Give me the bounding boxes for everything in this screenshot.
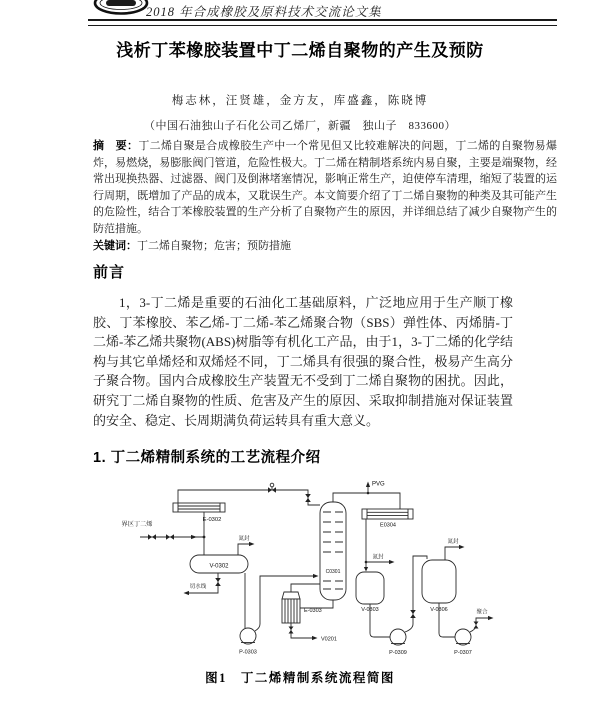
label-c0301: C0301 bbox=[325, 569, 341, 575]
label-v0303: V-0303 bbox=[361, 607, 379, 613]
label-pvg: PVG bbox=[372, 481, 385, 488]
abstract-block bbox=[93, 138, 557, 237]
keywords-text: 丁二烯自聚物；危害；预防措施 bbox=[137, 240, 291, 252]
exchanger-e0302-symbol bbox=[173, 483, 320, 523]
authors-line: 梅志林，汪贤雄，金方友，库盛鑫，陈晓博 bbox=[171, 95, 429, 107]
label-e0302: E-0302 bbox=[202, 517, 222, 523]
paper-title: 浅析丁苯橡胶装置中丁二烯自聚物的产生及预防 bbox=[116, 41, 484, 60]
abstract-label: 摘 要： bbox=[93, 140, 139, 152]
label-nitrogen-seal-3: 氮封 bbox=[447, 539, 459, 545]
proceedings-title: 2018 年合成橡胶及原料技术交流论文集 bbox=[146, 5, 382, 19]
label-p0303: P-0303 bbox=[239, 649, 257, 656]
keywords-line bbox=[93, 237, 557, 253]
feed-line bbox=[122, 512, 206, 555]
label-water-cut: 切水线 bbox=[189, 584, 207, 590]
process-flow-diagram bbox=[60, 478, 560, 674]
vessel-v0306-symbol bbox=[422, 537, 494, 656]
label-p0309: P-0309 bbox=[389, 650, 407, 656]
affiliation-line: （中国石油独山子石化公司乙烯厂，新疆 独山子 833600） bbox=[144, 120, 456, 132]
abstract-text: 丁二烯自聚是合成橡胶生产中一个常见但又比较难解决的问题，丁二烯的自聚物易爆炸，易燃烧，易膨胀阀门管道，危险性极大。丁二烯在精制塔系统内易自聚，主要是端聚物，经常出现换热器、过滤器、阀门及倒淋堵塞情况，影响正常生产，迫使停车清理，缩短了装置的运行周期，既增加了产品的成本，又耽误生产。本文简要介绍了丁二烯自聚物的种类及其可能产生的危险性，结合丁苯橡胶装置的生产分析了自聚物产生的原因，并详细总结了减少自聚物产生的防范措施。 bbox=[93, 140, 558, 235]
label-v0306: V-0306 bbox=[430, 607, 448, 613]
intro-paragraph: 1，3-丁二烯是重要的石油化工基础原料，广泛地应用于生产顺丁橡胶、丁苯橡胶、苯乙烯-丁二烯-苯乙烯聚合物（SBS）弹性体、丙烯腈-丁二烯-苯乙烯共聚物(ABS)树脂等有机化工产品，由于1，3-丁二烯的化学结构与其它单烯烃和双烯烃不同，丁二烯具有很强的聚合性，极易产生高分子聚合物。国内合成橡胶生产装置无不受到丁二烯自聚物的困扰。因此，研究丁二烯自聚物的性质、危害及产生的原因、采取抑制措施对保证装置的安全、稳定、长周期满负荷运转具有重大意义。 bbox=[93, 295, 513, 428]
label-v0302: V-0302 bbox=[209, 563, 229, 570]
label-p0307: P-0307 bbox=[454, 650, 472, 656]
header-double-rule bbox=[88, 19, 557, 26]
keywords-label: 关键词： bbox=[93, 240, 137, 252]
figure-caption: 图1 丁二烯精制系统流程简图 bbox=[205, 671, 395, 685]
intro-heading: 前言 bbox=[93, 264, 126, 281]
label-v0201: V0201 bbox=[321, 636, 337, 643]
label-feed: 界区丁二烯 bbox=[121, 521, 153, 528]
label-nitrogen-seal-2: 氮封 bbox=[372, 554, 384, 561]
proceedings-logo bbox=[92, 0, 150, 17]
vessel-v0302-symbol bbox=[184, 534, 255, 595]
pump-p0303-symbol bbox=[239, 573, 318, 656]
label-e0303: E-0303 bbox=[304, 608, 322, 614]
label-to-poly: 聚合 bbox=[476, 609, 488, 616]
column-c0301-symbol bbox=[320, 502, 346, 600]
label-nitrogen-seal-1: 氮封 bbox=[238, 536, 250, 542]
vessel-v0303-symbol bbox=[356, 556, 427, 656]
label-e0304: E0304 bbox=[380, 522, 396, 529]
section1-heading: 1. 丁二烯精制系统的工艺流程介绍 bbox=[93, 450, 321, 466]
